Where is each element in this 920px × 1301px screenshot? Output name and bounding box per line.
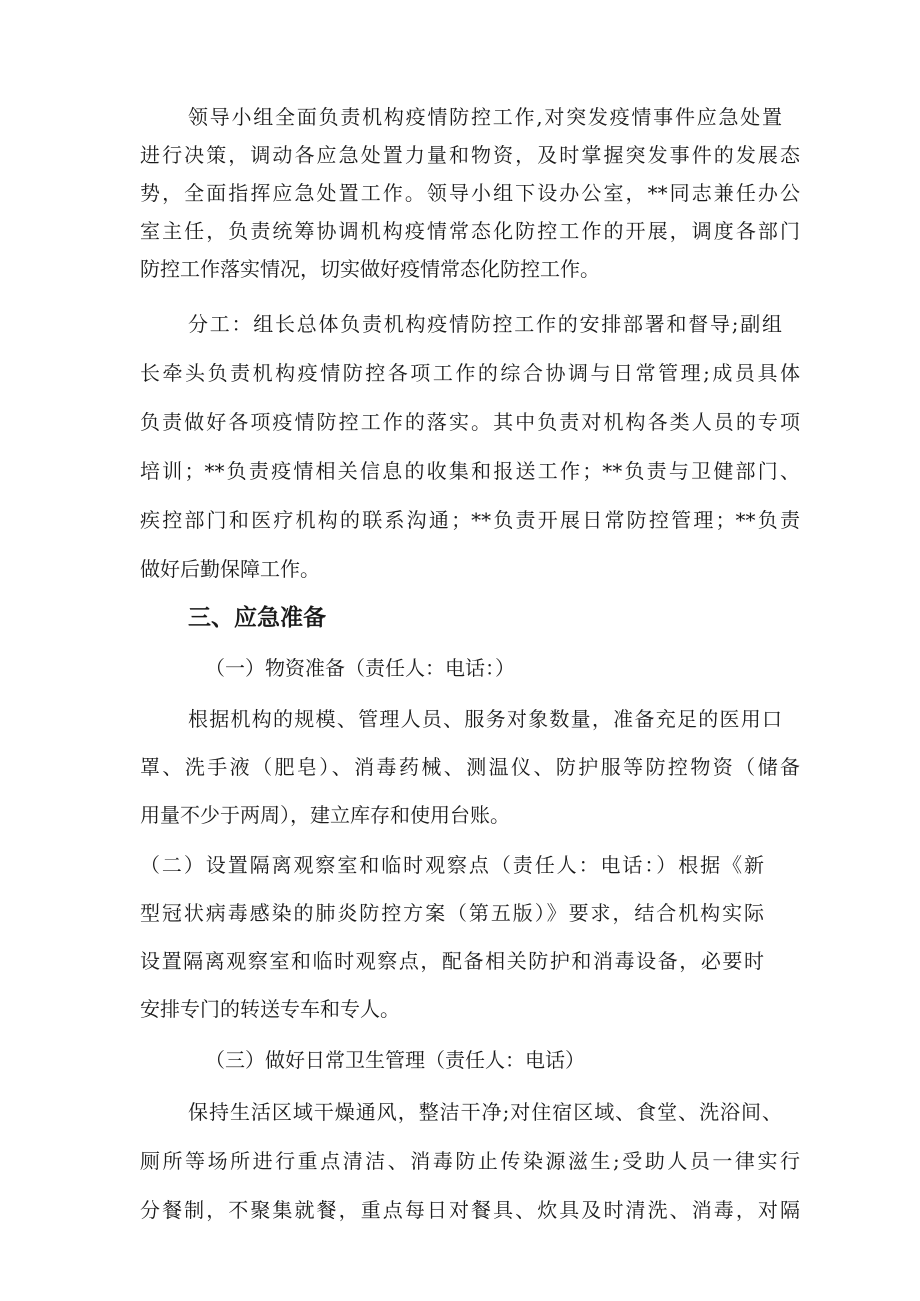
division-line-4: 培训；**负责疫情相关信息的收集和报送工作；**负责与卫健部门、 — [140, 459, 800, 483]
isolation-line-2: 型冠状病毒感染的肺炎防控方案（第五版）》要求，结合机构实际 — [140, 901, 764, 925]
materials-line-2: 罩、洗手液（肥皂）、消毒药械、测温仪、防护服等防控物资（储备 — [140, 755, 800, 779]
materials-line-3: 用量不少于两周），建立库存和使用台账。 — [140, 803, 510, 827]
hygiene-line-1: 保持生活区域干燥通风，整洁干净;对住宿区域、食堂、洗浴间、 — [188, 1100, 782, 1124]
division-line-6: 做好后勤保障工作。 — [140, 557, 320, 581]
isolation-line-3: 设置隔离观察室和临时观察点，配备相关防护和消毒设备，必要时 — [140, 949, 764, 973]
materials-line-1: 根据机构的规模、管理人员、服务对象数量，准备充足的医用口 — [188, 707, 782, 731]
division-line-3: 负责做好各项疫情防控工作的落实。其中负责对机构各类人员的专项 — [140, 410, 800, 434]
hygiene-line-2: 厕所等场所进行重点清洁、消毒防止传染源滋生;受助人员一律实行 — [140, 1149, 800, 1173]
leadership-line-1: 领导小组全面负责机构疫情防控工作,对突发疫情事件应急处置 — [188, 105, 782, 129]
leadership-line-5: 防控工作落实情况，切实做好疫情常态化防控工作。 — [140, 257, 600, 281]
isolation-line-1: （二）设置隔离观察室和临时观察点（责任人：电话：）根据《新 — [140, 853, 764, 877]
division-line-1: 分工：组长总体负责机构疫情防控工作的安排部署和督导;副组 — [188, 312, 782, 336]
leadership-line-2: 进行决策，调动各应急处置力量和物资，及时掌握突发事件的发展态 — [140, 143, 800, 167]
leadership-line-3: 势，全面指挥应急处置工作。领导小组下设办公室，**同志兼任办公 — [140, 181, 800, 205]
division-line-2: 长牵头负责机构疫情防控各项工作的综合协调与日常管理;成员具体 — [140, 361, 800, 385]
hygiene-line-3: 分餐制，不聚集就餐，重点每日对餐具、炊具及时清洗、消毒，对隔 — [140, 1198, 800, 1222]
subsection-3-title: （三）做好日常卫生管理（责任人：电话） — [205, 1048, 585, 1072]
division-line-5: 疾控部门和医疗机构的联系沟通；**负责开展日常防控管理；**负责 — [140, 508, 800, 532]
isolation-line-4: 安排专门的转送专车和专人。 — [140, 997, 400, 1021]
subsection-1-title: （一）物资准备（责任人：电话：） — [205, 656, 515, 680]
leadership-line-4: 室主任，负责统筹协调机构疫情常态化防控工作的开展，调度各部门 — [140, 219, 800, 243]
section-heading: 三、应急准备 — [188, 605, 326, 631]
